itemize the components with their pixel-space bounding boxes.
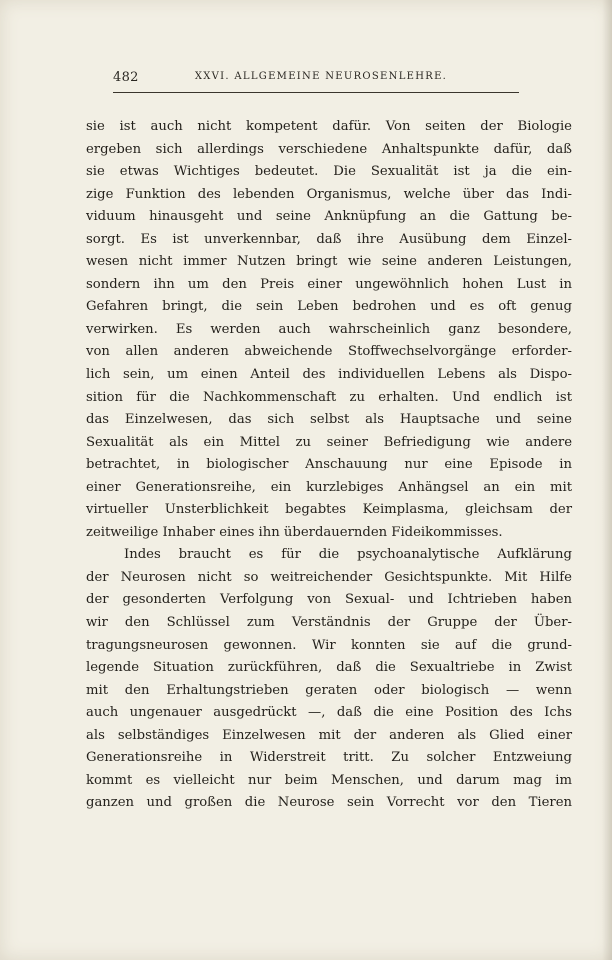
text-line: lich sein, um einen Anteil des individuellen Lebens als Dispo- xyxy=(86,367,572,383)
text-line: sie ist auch nicht kompetent dafür. Von seiten der Biologie xyxy=(86,119,572,134)
text-line: virtueller Unsterblichkeit begabtes Keimplasma, gleichsam der xyxy=(86,502,572,518)
text-line: viduum hinausgeht und seine Anknüpfung an die Gattung be- xyxy=(86,209,572,225)
text-line: zige Funktion des lebenden Organismus, welche über das Indi- xyxy=(86,186,572,202)
text-line: einer Generationsreihe, ein kurzlebiges Anhängsel an ein mit xyxy=(86,479,572,495)
page-number: 482 xyxy=(113,70,139,85)
text-line: tragungsneurosen gewonnen. Wir konnten sie auf die grund- xyxy=(86,637,572,653)
text-line: als selbständiges Einzelwesen mit der anderen als Glied einer xyxy=(86,727,572,743)
text-line: legende Situation zurückführen, daß die Sexualtriebe in Zwist xyxy=(86,660,572,676)
header-rule xyxy=(113,92,519,93)
text-line: ergeben sich allerdings verschiedene Anhaltspunkte dafür, daß xyxy=(86,141,572,157)
text-line: Generationsreihe in Widerstreit tritt. Zu solcher Entzweiung xyxy=(86,750,572,766)
text-line: ganzen und großen die Neurose sein Vorrecht vor den Tieren xyxy=(86,795,572,811)
text-line: sition für die Nachkommenschaft zu erhalten. Und endlich ist xyxy=(86,389,572,405)
text-line: von allen anderen abweichende Stoffwechselvorgänge erforder- xyxy=(86,344,572,360)
text-line: wesen nicht immer Nutzen bringt wie seine anderen Leistungen, xyxy=(86,254,572,270)
text-line: auch ungenauer ausgedrückt —, daß die eine Position des Ichs xyxy=(86,705,572,721)
text-line: der Neurosen nicht so weitreichender Gesichtspunkte. Mit Hilfe xyxy=(86,569,572,585)
text-line: betrachtet, in biologischer Anschauung nur eine Episode in xyxy=(86,457,572,473)
text-line: der gesonderten Verfolgung von Sexual- und Ichtrieben haben xyxy=(86,592,572,608)
running-head: XXVI. ALLGEMEINE NEUROSENLEHRE. xyxy=(194,71,448,82)
text-line: Gefahren bringt, die sein Leben bedrohen und es oft genug xyxy=(86,299,572,315)
text-line: sie etwas Wichtiges bedeutet. Die Sexualität ist ja die ein- xyxy=(86,164,572,180)
text-line: wir den Schlüssel zum Verständnis der Gruppe der Über- xyxy=(86,615,572,631)
text-line: sorgt. Es ist unverkennbar, daß ihre Ausübung dem Einzel- xyxy=(86,231,572,247)
page-header xyxy=(113,70,519,88)
text-line-paragraph-end: zeitweilige Inhaber eines ihn überdauernden Fideikommisses. xyxy=(86,524,503,540)
text-line: mit den Erhaltungstrieben geraten oder biologisch — wenn xyxy=(86,682,572,698)
text-line: Sexualität als ein Mittel zu seiner Befriedigung wie andere xyxy=(86,434,572,450)
text-line: verwirken. Es werden auch wahrscheinlich ganz besondere, xyxy=(86,321,572,337)
text-line: sondern ihn um den Preis einer ungewöhnlich hohen Lust in xyxy=(86,276,572,292)
body-text xyxy=(86,116,572,815)
text-line: kommt es vielleicht nur beim Menschen, und darum mag im xyxy=(86,772,572,788)
text-line-paragraph-start: Indes braucht es für die psychoanalytische Aufklärung xyxy=(124,547,572,563)
text-line: das Einzelwesen, das sich selbst als Hauptsache und seine xyxy=(86,412,572,428)
